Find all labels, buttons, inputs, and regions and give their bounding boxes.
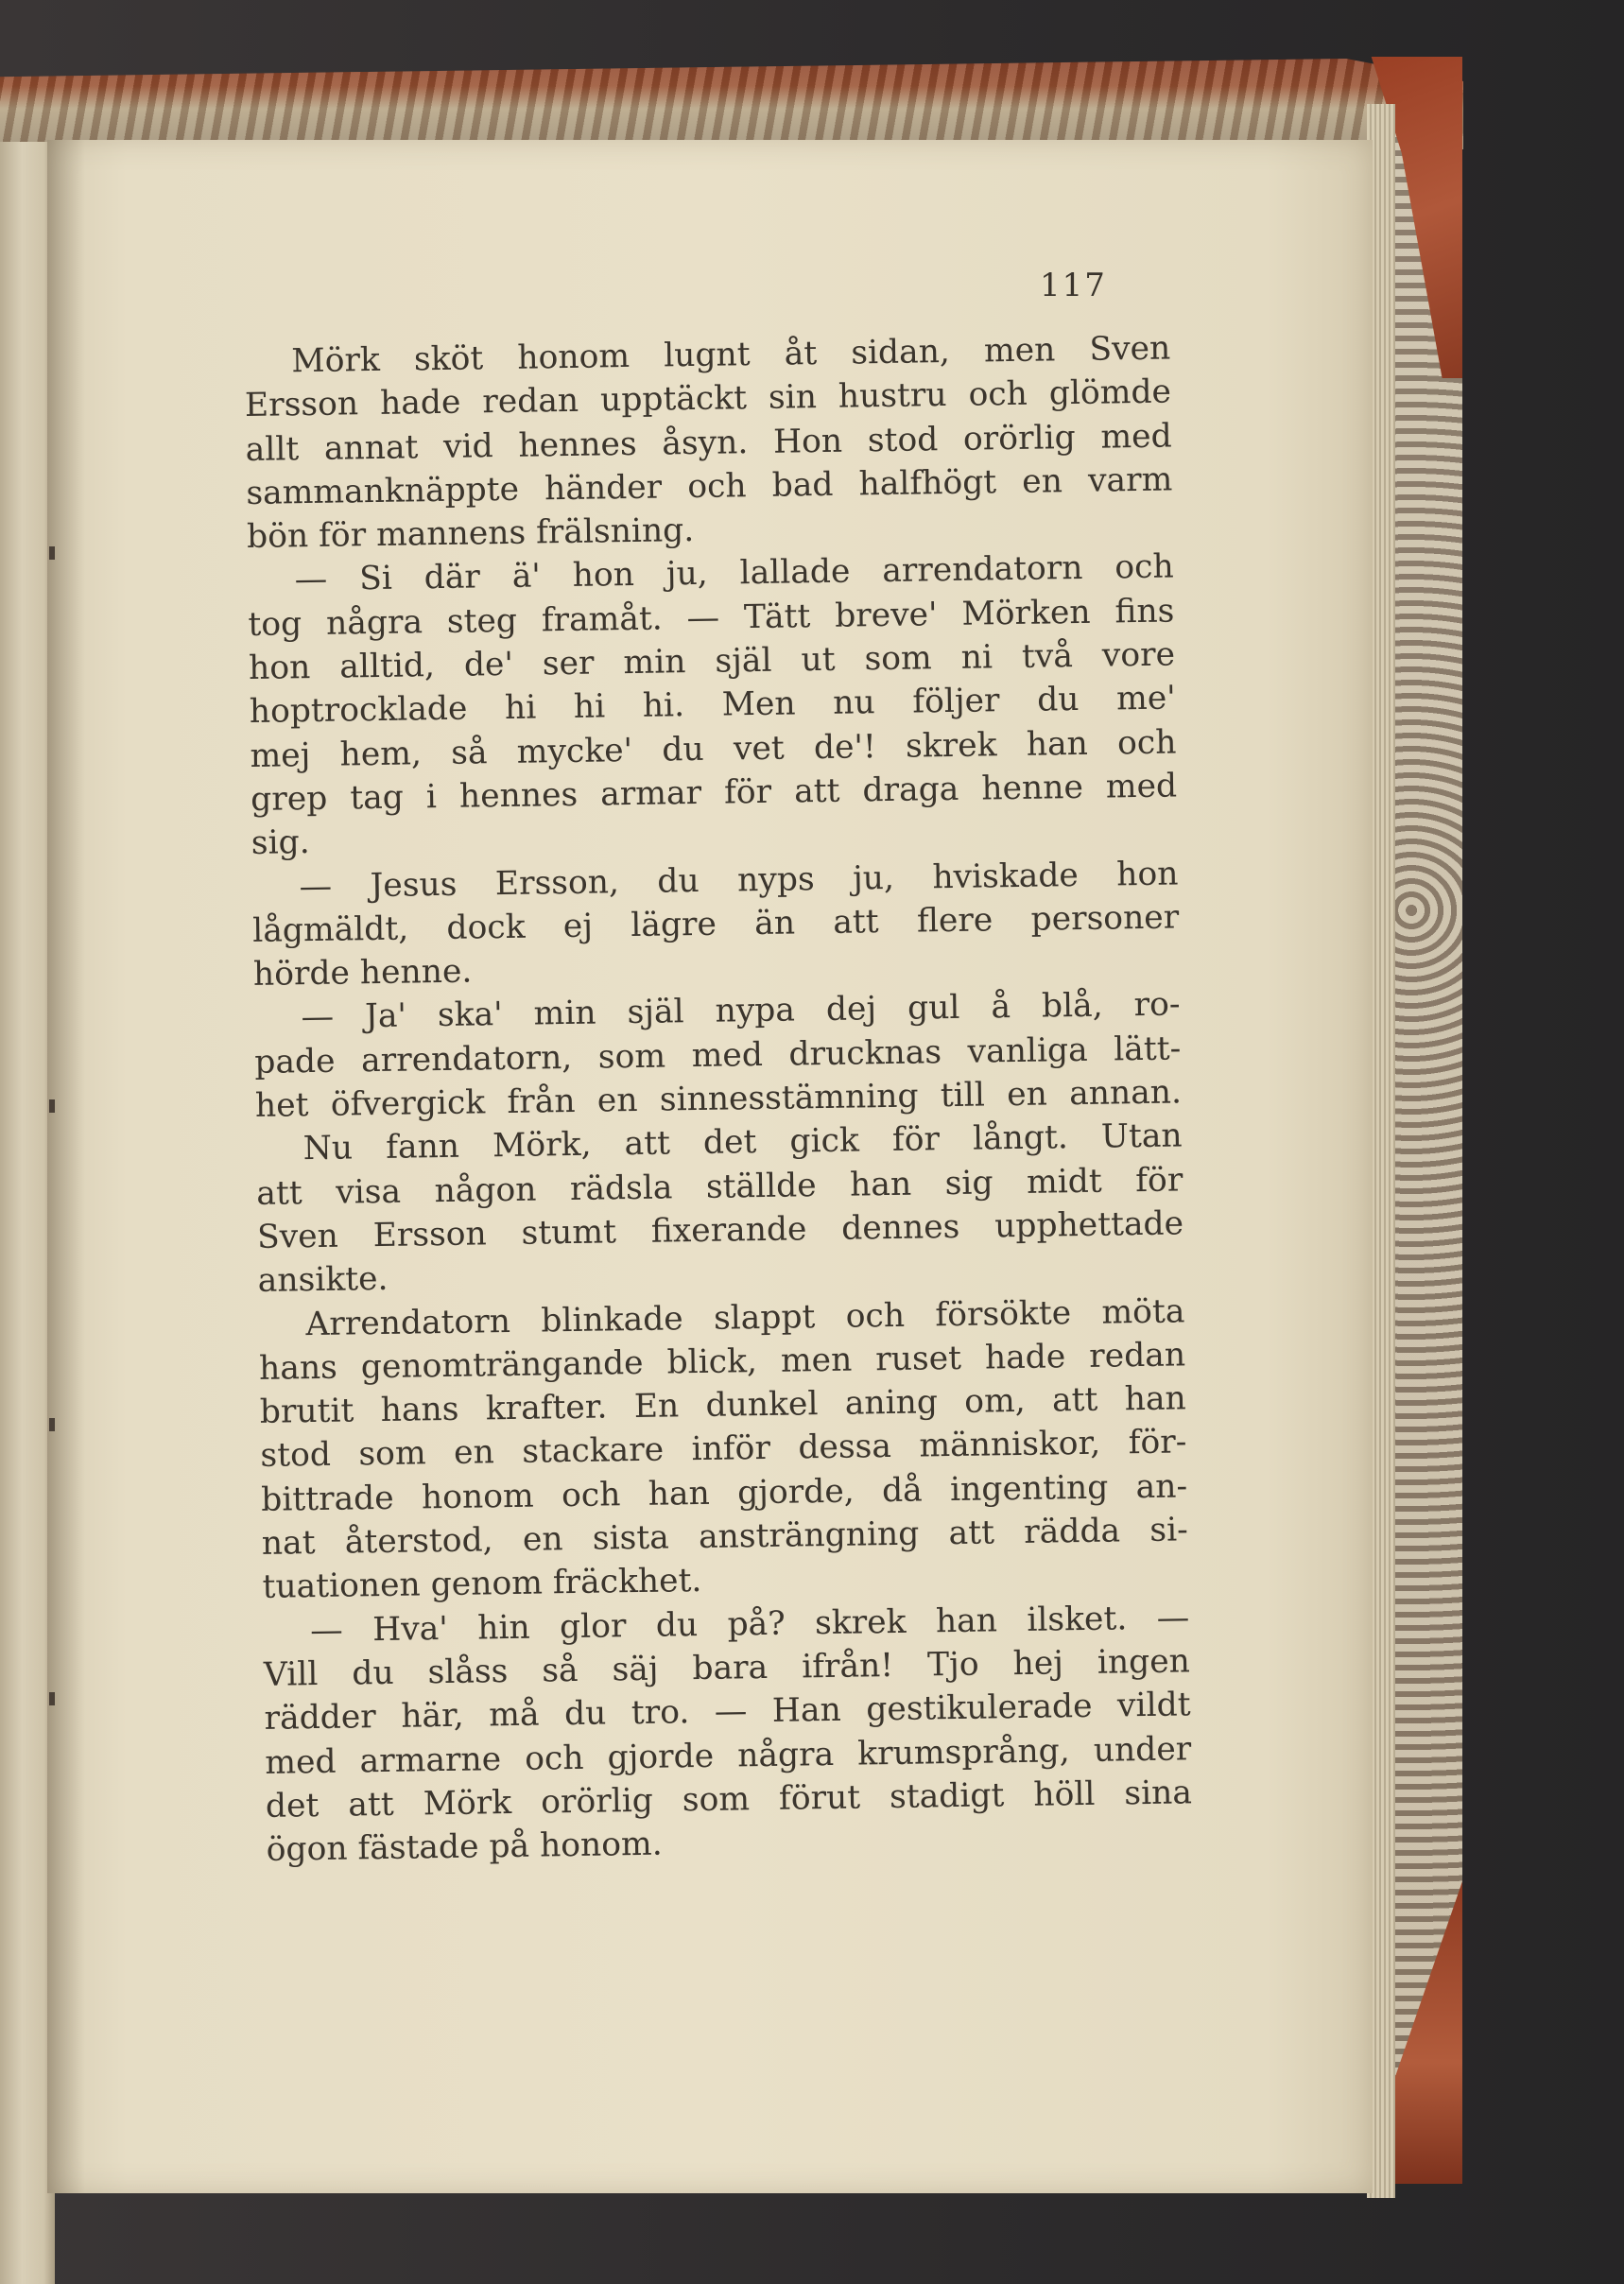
text-line: bittrade honom och han gjorde, då ingenting an- [260, 1467, 1188, 1519]
book-cover-marbled-edge [1390, 61, 1462, 2184]
text-line: mej hem, så mycke' du vet de'! skrek han och [250, 723, 1177, 775]
text-line: ansikte. [257, 1260, 389, 1301]
text-line: — Hva' hin glor du på? skrek han ilsket. — [309, 1598, 1190, 1650]
text-line: Arrendatorn blinkade slappt och försökte möta [305, 1291, 1185, 1343]
text-line: Mörk sköt honom lugnt åt sidan, men Sven [291, 329, 1171, 381]
text-line: hörde henne. [252, 952, 473, 995]
text-line: att visa någon rädsla ställde han sig midt för [256, 1161, 1183, 1213]
body-text [244, 326, 1193, 1872]
text-line: det att Mörk orörlig som förut stadigt höll sina [265, 1774, 1193, 1825]
text-line: ögon fästade på honom. [266, 1825, 663, 1869]
text-line: tuationen genom fräckhet. [262, 1562, 702, 1607]
text-line: stod som en stackare inför dessa människor, för- [260, 1423, 1187, 1476]
text-line: nat återstod, en sista ansträngning att rädda si- [261, 1511, 1189, 1563]
text-line: — Ja' ska' min själ nypa dej gul å blå, ro- [301, 985, 1181, 1037]
text-line: — Jesus Ersson, du nyps ju, hviskade hon [299, 854, 1179, 906]
text-line: med armarne och gjorde några krumsprång, under [265, 1729, 1192, 1782]
margin-mark [49, 1418, 55, 1431]
text-line: sammanknäppte händer och bad halfhögt en varm [246, 460, 1173, 512]
text-line: grep tag i hennes armar för att draga henne med [250, 767, 1178, 819]
text-line: allt annat vid hennes åsyn. Hon stod orörlig med [245, 417, 1172, 469]
text-line: hoptrocklade hi hi hi. Men nu följer du me' [249, 679, 1177, 732]
margin-mark [49, 1099, 55, 1113]
text-line: Nu fann Mörk, att det gick för långt. Utan [302, 1116, 1183, 1168]
text-line: het öfvergick från en sinnesstämning till en annan. [254, 1073, 1183, 1125]
text-line: — Si där ä' hon ju, lallade arrendatorn och [294, 547, 1174, 599]
text-line: bön för mannens frälsning. [246, 511, 695, 557]
page-gutter-shadow [47, 140, 85, 2193]
text-line: hon alltid, de' ser min själ ut som ni två vore [248, 635, 1176, 688]
page-number: 117 [1040, 267, 1107, 304]
text-line: tog några steg framåt. — Tätt breve' Mörken fins [248, 592, 1175, 644]
text-line: pade arrendatorn, som med drucknas vanliga lätt- [254, 1030, 1182, 1081]
text-line: lågmäldt, dock ej lägre än att flere personer [251, 898, 1180, 950]
text-line: Vill du slåss så säj bara ifrån! Tjo hej ingen [263, 1642, 1191, 1694]
text-line: Ersson hade redan upptäckt sin hustru och glömde [244, 372, 1172, 425]
text-line: hans genomträngande blick, men ruset hade redan [258, 1336, 1186, 1388]
margin-mark [49, 546, 55, 560]
text-line: rädder här, må du tro. — Han gestikulerade vildt [264, 1686, 1191, 1739]
text-line: Sven Ersson stumt fixerande dennes upphettade [256, 1204, 1184, 1256]
text-line: sig. [251, 823, 310, 863]
text-line: brutit hans krafter. En dunkel aning om, att han [259, 1379, 1187, 1431]
margin-mark [49, 1692, 55, 1705]
